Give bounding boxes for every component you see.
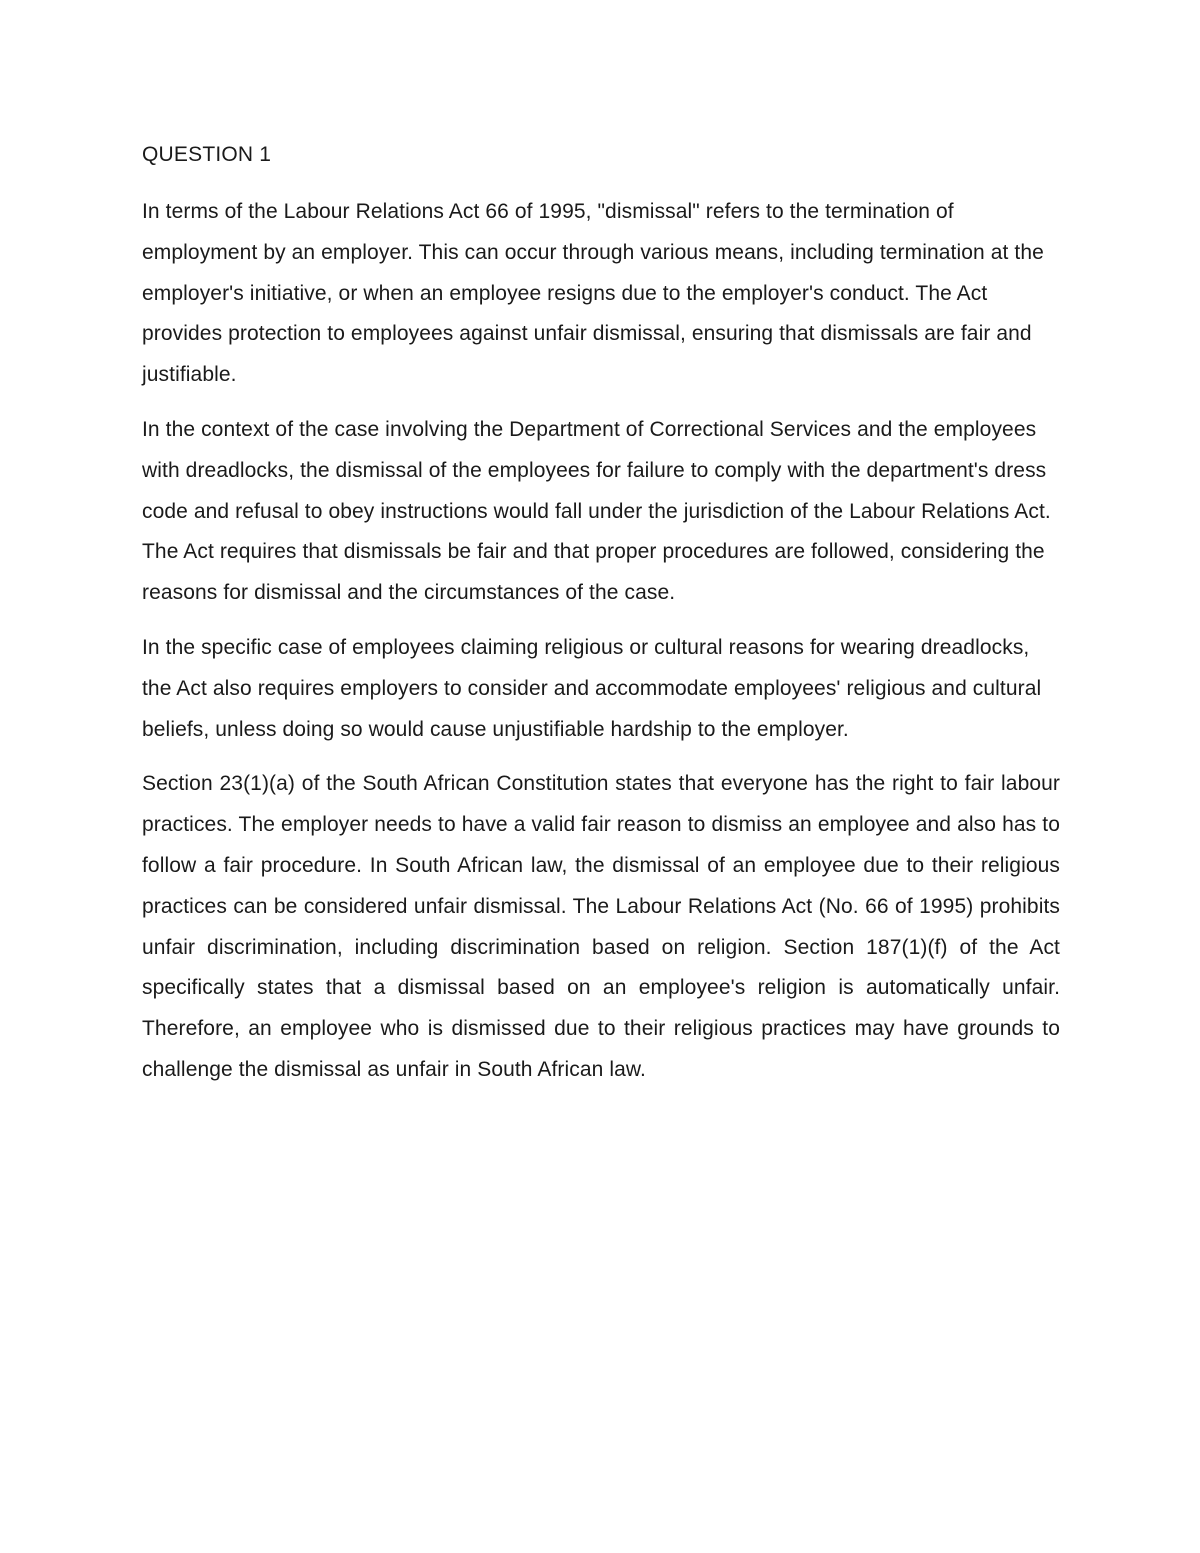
- document-body: [142, 138, 1060, 1105]
- paragraph-constitution-section: Section 23(1)(a) of the South African Constitution states that everyone has the right to fair labour practices. The employer needs to have a valid fair reason to dismiss an employee and also has to follow a fair procedure. In South African law, the dismissal of an employee due to their religious practices can be considered unfair dismissal. The Labour Relations Act (No. 66 of 1995) prohibits unfair discrimination, including discrimination based on religion. Section 187(1)(f) of the Act specifically states that a dismissal based on an employee's religion is automatically unfair. Therefore, an employee who is dismissed due to their religious practices may have grounds to challenge the dismissal as unfair in South African law.: [142, 772, 1060, 1081]
- paragraph-religious-accommodation: In the specific case of employees claiming religious or cultural reasons for wearing dreadlocks, the Act also requires employers to consider and accommodate employees' religious and cultural beliefs, unless doing so would cause unjustifiable hardship to the employer.: [142, 635, 1042, 741]
- question-heading: QUESTION 1: [142, 143, 272, 166]
- paragraph-case-context: In the context of the case involving the Department of Correctional Services and the employees with dreadlocks, the dismissal of the employees for failure to comply with the department's dress code and refusal to obey instructions would fall under the jurisdiction of the Labour Relations Act. The Act requires that dismissals be fair and that proper procedures are followed, considering the reasons for dismissal and the circumstances of the case.: [142, 417, 1051, 605]
- paragraph-dismissal-definition: In terms of the Labour Relations Act 66 of 1995, "dismissal" refers to the termination of employment by an employer. This can occur through various means, including termination at the employer's initiative, or when an employee resigns due to the employer's conduct. The Act provides protection to employees against unfair dismissal, ensuring that dismissals are fair and justifiable.: [142, 200, 1044, 387]
